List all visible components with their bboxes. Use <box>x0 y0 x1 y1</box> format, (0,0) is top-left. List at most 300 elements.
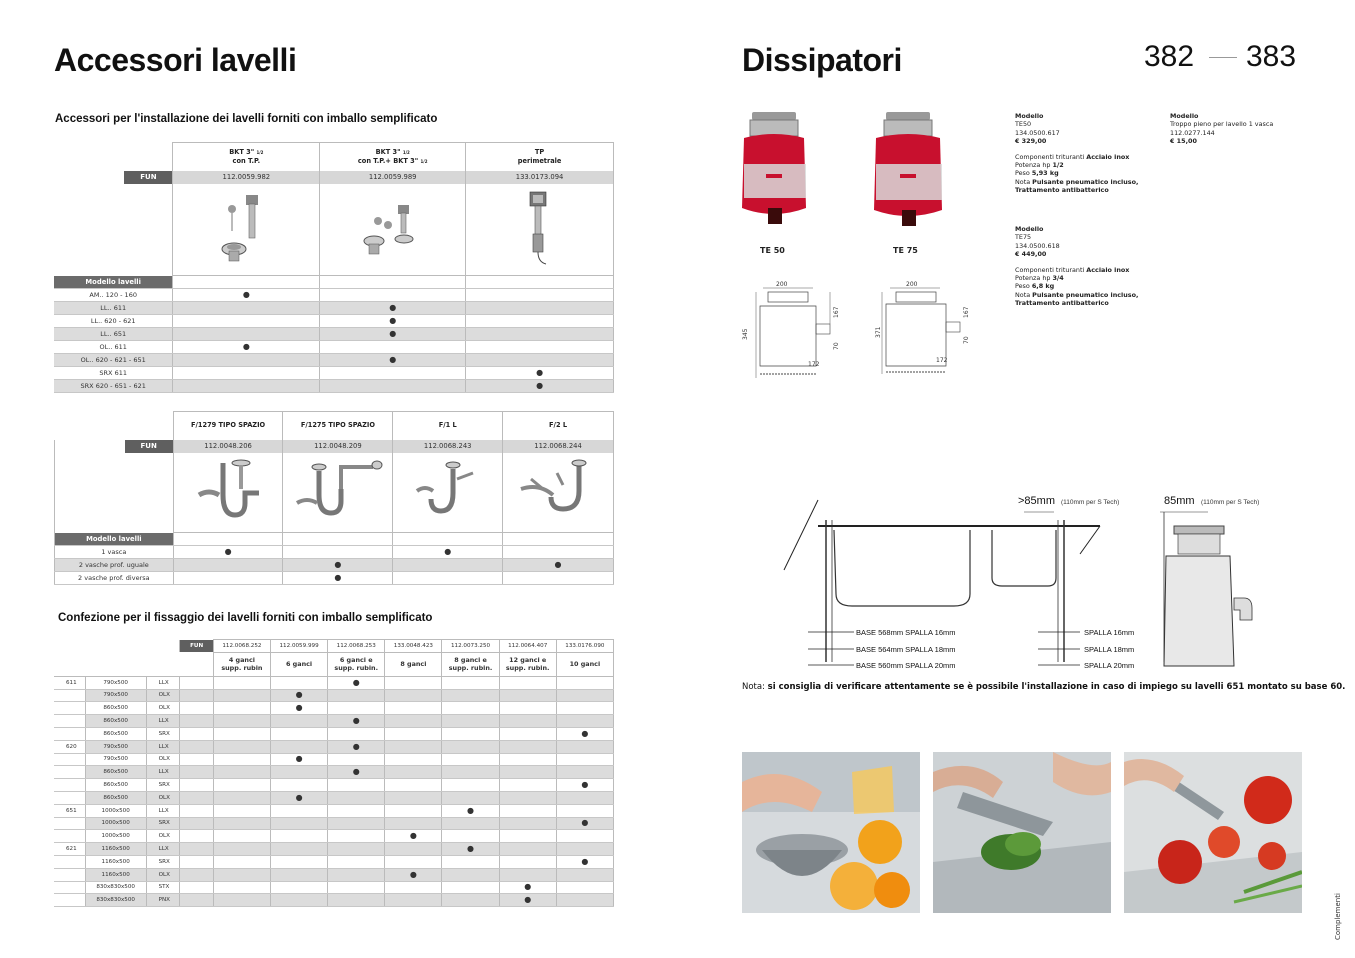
svg-text:BASE 560mm SPALLA 20mm: BASE 560mm SPALLA 20mm <box>856 661 956 670</box>
tp-perimetrale-image <box>466 184 614 276</box>
cell <box>213 715 270 728</box>
sink-type: SRX <box>146 855 180 868</box>
cell <box>328 702 385 715</box>
siphon-image <box>173 453 283 533</box>
cell <box>499 702 556 715</box>
cell <box>466 380 614 393</box>
code-cell: 112.0059.999 <box>270 640 327 653</box>
installation-diagram <box>780 490 1320 670</box>
sink-group <box>54 894 85 907</box>
sink-type: LLX <box>146 715 180 728</box>
sink-group <box>54 753 85 766</box>
table-row <box>54 727 614 740</box>
svg-text:200: 200 <box>906 281 918 288</box>
cell <box>556 817 613 830</box>
te75-specs: Modello TE75 134.0500.618 € 449,00 Componenti trituranti Acciaio inox Potenza hp 3/4 Peso 6,8 kg Nota Pulsante pneumatico incluso, Trattamento antibatterico <box>1015 225 1139 308</box>
cell <box>385 689 442 702</box>
cell <box>213 894 270 907</box>
model-label: Modello lavelli <box>55 533 174 546</box>
svg-text:(110mm per S Tech): (110mm per S Tech) <box>1061 499 1120 506</box>
sink-group <box>54 766 85 779</box>
sink-size: 860x500 <box>85 702 146 715</box>
cell <box>320 328 466 341</box>
sink-type: OLX <box>146 753 180 766</box>
table3-subtitle: Confezione per il fissaggio dei lavelli forniti con imballo semplificato <box>58 612 433 624</box>
svg-text:167: 167 <box>963 306 970 318</box>
cell <box>328 676 385 689</box>
check-dot: ● <box>352 716 360 726</box>
check-dot: ● <box>524 882 532 892</box>
cell <box>283 559 393 572</box>
cell <box>328 804 385 817</box>
cell <box>328 830 385 843</box>
sink-type: OLX <box>146 868 180 881</box>
cell <box>270 791 327 804</box>
col-header: 10 ganci <box>556 652 613 676</box>
svg-text:167: 167 <box>833 306 840 318</box>
cell <box>442 766 499 779</box>
svg-text:200: 200 <box>776 281 788 288</box>
fun-label: FUN <box>180 640 213 653</box>
code-cell: 112.0068.253 <box>328 640 385 653</box>
cell <box>385 843 442 856</box>
te50-specs: Modello TE50 134.0500.617 € 329,00 Componenti trituranti Acciaio inox Potenza hp 1/2 Peso 5,93 kg Nota Pulsante pneumatico incluso, Trattamento antibatterico <box>1015 112 1139 195</box>
cell <box>270 676 327 689</box>
cell <box>385 868 442 881</box>
check-dot: ● <box>467 805 475 815</box>
cell <box>385 894 442 907</box>
cell <box>270 894 327 907</box>
cell <box>442 868 499 881</box>
cell <box>270 779 327 792</box>
cell <box>385 753 442 766</box>
table-row <box>54 868 614 881</box>
cell <box>213 804 270 817</box>
cell <box>173 367 320 380</box>
model-name: SRX 620 - 651 - 621 <box>54 380 173 393</box>
svg-text:70: 70 <box>833 342 840 350</box>
cell <box>393 572 503 585</box>
cell <box>442 894 499 907</box>
cell <box>499 868 556 881</box>
cell <box>499 830 556 843</box>
cell <box>385 779 442 792</box>
model-name: AM.. 120 - 160 <box>54 289 173 302</box>
orange-juicer-photo <box>742 752 920 913</box>
cell <box>213 791 270 804</box>
cell <box>213 855 270 868</box>
svg-text:172: 172 <box>808 361 820 368</box>
model-name: LL.. 651 <box>54 328 173 341</box>
cell <box>503 559 614 572</box>
cell <box>328 843 385 856</box>
svg-text:>85mm: >85mm <box>1018 495 1055 507</box>
cell <box>466 367 614 380</box>
cell <box>173 559 283 572</box>
cell <box>499 689 556 702</box>
col-header: 4 ganci supp. rubin <box>213 652 270 676</box>
code-cell: 112.0048.206 <box>173 440 283 453</box>
cell <box>556 804 613 817</box>
cell <box>393 546 503 559</box>
accessories-table <box>54 142 614 393</box>
te75-label: TE 75 <box>893 246 918 255</box>
check-dot: ● <box>295 792 303 802</box>
siphon-table <box>54 411 614 585</box>
te75-product-image <box>870 108 946 232</box>
col-header-f1l: F/1 L <box>393 412 503 440</box>
sink-type: OLX <box>146 791 180 804</box>
svg-text:BASE 568mm SPALLA 16mm: BASE 568mm SPALLA 16mm <box>856 628 956 637</box>
cell <box>466 315 614 328</box>
check-dot: ● <box>242 342 250 351</box>
cell <box>283 572 393 585</box>
cell <box>328 817 385 830</box>
sink-size: 790x500 <box>85 740 146 753</box>
model-name: 2 vasche prof. uguale <box>55 559 174 572</box>
cell <box>213 779 270 792</box>
table-row <box>54 354 614 367</box>
sink-type: STX <box>146 881 180 894</box>
sink-size: 1160x500 <box>85 855 146 868</box>
check-dot: ● <box>581 728 589 738</box>
col-header: 8 ganci e supp. rubin. <box>442 652 499 676</box>
sink-size: 1160x500 <box>85 868 146 881</box>
table-row <box>54 341 614 354</box>
check-dot: ● <box>409 831 417 841</box>
cell <box>270 753 327 766</box>
col-header-f1275: F/1275 TIPO SPAZIO <box>283 412 393 440</box>
cell <box>328 855 385 868</box>
table-row <box>54 779 614 792</box>
cell <box>328 894 385 907</box>
left-page-title: Accessori lavelli <box>54 42 297 78</box>
svg-text:SPALLA 18mm: SPALLA 18mm <box>1084 645 1135 654</box>
cell <box>499 817 556 830</box>
model-name: OL.. 620 - 621 - 651 <box>54 354 173 367</box>
cell <box>328 715 385 728</box>
table-row <box>54 740 614 753</box>
check-dot: ● <box>242 290 250 299</box>
svg-text:371: 371 <box>875 326 882 338</box>
model-name: 1 vasca <box>55 546 174 559</box>
cell <box>442 727 499 740</box>
check-dot: ● <box>389 316 397 325</box>
cell <box>556 715 613 728</box>
col-header-bkt-tp: BKT 3" 1/2 con T.P. <box>173 143 320 171</box>
check-dot: ● <box>409 869 417 879</box>
svg-text:BASE 564mm SPALLA 18mm: BASE 564mm SPALLA 18mm <box>856 645 956 654</box>
cell <box>499 753 556 766</box>
cell <box>499 676 556 689</box>
siphon-image <box>283 453 393 533</box>
cell <box>213 843 270 856</box>
sink-group <box>54 727 85 740</box>
check-dot: ● <box>524 895 532 905</box>
table-row <box>54 817 614 830</box>
sink-type: LLX <box>146 740 180 753</box>
cell <box>270 804 327 817</box>
check-dot: ● <box>295 690 303 700</box>
cell <box>556 843 613 856</box>
check-dot: ● <box>295 754 303 764</box>
table-row <box>54 702 614 715</box>
cell <box>442 817 499 830</box>
code-cell: 133.0048.423 <box>385 640 442 653</box>
section-side-label: Complementi <box>1334 893 1342 940</box>
sink-size: 1000x500 <box>85 817 146 830</box>
check-dot: ● <box>536 368 544 377</box>
cell <box>499 740 556 753</box>
cell <box>385 817 442 830</box>
sink-group: 611 <box>54 676 85 689</box>
sink-type: OLX <box>146 830 180 843</box>
cell <box>270 715 327 728</box>
sink-type: OLX <box>146 689 180 702</box>
page-number-left: 382 <box>1144 40 1195 73</box>
sink-group: 651 <box>54 804 85 817</box>
code-cell: 112.0059.989 <box>320 171 466 184</box>
cell <box>442 702 499 715</box>
cell <box>556 855 613 868</box>
cell <box>213 740 270 753</box>
cell <box>499 779 556 792</box>
installation-note: Nota: si consiglia di verificare attentamente se è possibile l'installazione in caso di impiego su lavelli 651 montato su base 60. <box>742 682 1346 692</box>
sink-type: LLX <box>146 804 180 817</box>
check-dot: ● <box>554 560 562 569</box>
bkt-tp-image <box>173 184 320 276</box>
cell <box>320 341 466 354</box>
cell <box>173 289 320 302</box>
sink-size: 860x500 <box>85 791 146 804</box>
check-dot: ● <box>467 844 475 854</box>
col-header-bkt-bkt: BKT 3" 1/2 con T.P.+ BKT 3" 1/2 <box>320 143 466 171</box>
col-header-f1279: F/1279 TIPO SPAZIO <box>173 412 283 440</box>
cell <box>270 830 327 843</box>
cell <box>173 380 320 393</box>
cell <box>270 766 327 779</box>
sink-group <box>54 868 85 881</box>
sink-size: 790x500 <box>85 676 146 689</box>
model-name: LL.. 620 - 621 <box>54 315 173 328</box>
cell <box>328 740 385 753</box>
te75-technical-drawing <box>870 280 980 384</box>
table-row <box>54 328 614 341</box>
cell <box>320 380 466 393</box>
cell <box>173 315 320 328</box>
cell <box>385 804 442 817</box>
cell <box>213 830 270 843</box>
cell <box>173 546 283 559</box>
fun-label: FUN <box>125 440 173 453</box>
check-dot: ● <box>334 573 342 582</box>
cell <box>442 855 499 868</box>
sink-group <box>54 702 85 715</box>
fixing-kit-table <box>54 639 614 907</box>
cell <box>213 868 270 881</box>
cell <box>385 855 442 868</box>
cell <box>556 894 613 907</box>
cell <box>270 740 327 753</box>
cell <box>556 702 613 715</box>
cell <box>499 855 556 868</box>
sink-group: 621 <box>54 843 85 856</box>
sink-group <box>54 855 85 868</box>
cell <box>270 855 327 868</box>
siphon-image <box>393 453 503 533</box>
table-row <box>55 572 614 585</box>
cell <box>466 302 614 315</box>
cell <box>320 367 466 380</box>
te50-technical-drawing <box>738 280 848 384</box>
sink-size: 860x500 <box>85 715 146 728</box>
check-dot: ● <box>295 703 303 713</box>
cell <box>442 830 499 843</box>
model-name: OL.. 611 <box>54 341 173 354</box>
check-dot: ● <box>352 677 360 687</box>
cell <box>213 766 270 779</box>
cell <box>328 727 385 740</box>
cell <box>385 791 442 804</box>
sink-type: SRX <box>146 817 180 830</box>
table-row <box>54 289 614 302</box>
table-row <box>55 559 614 572</box>
cell <box>385 740 442 753</box>
cell <box>503 572 614 585</box>
sink-type: LLX <box>146 843 180 856</box>
te50-label: TE 50 <box>760 246 785 255</box>
code-cell: 112.0073.250 <box>442 640 499 653</box>
cell <box>213 689 270 702</box>
svg-text:SPALLA 20mm: SPALLA 20mm <box>1084 661 1135 670</box>
fun-label: FUN <box>124 171 172 184</box>
table-row <box>54 315 614 328</box>
table-row <box>54 881 614 894</box>
sink-size: 790x500 <box>85 689 146 702</box>
cell <box>466 289 614 302</box>
table-row <box>54 715 614 728</box>
cell <box>213 702 270 715</box>
sink-group <box>54 689 85 702</box>
check-dot: ● <box>444 547 452 556</box>
table-row <box>54 676 614 689</box>
col-header: 12 ganci e supp. rubin. <box>499 652 556 676</box>
cell <box>556 791 613 804</box>
cell <box>442 753 499 766</box>
sink-group <box>54 779 85 792</box>
code-cell: 112.0068.252 <box>213 640 270 653</box>
code-cell: 133.0173.094 <box>466 171 614 184</box>
sink-group <box>54 715 85 728</box>
table-row <box>54 380 614 393</box>
cell <box>385 676 442 689</box>
cell <box>466 354 614 367</box>
svg-text:SPALLA 16mm: SPALLA 16mm <box>1084 628 1135 637</box>
sink-type: SRX <box>146 727 180 740</box>
table-row <box>55 546 614 559</box>
cell <box>270 868 327 881</box>
cell <box>466 341 614 354</box>
cell <box>270 689 327 702</box>
model-name: LL.. 611 <box>54 302 173 315</box>
code-cell: 133.0176.090 <box>556 640 613 653</box>
table1-subtitle: Accessori per l'installazione dei lavelli forniti con imballo semplificato <box>55 113 438 125</box>
code-cell: 112.0068.243 <box>393 440 503 453</box>
table-row <box>54 791 614 804</box>
cell <box>328 689 385 702</box>
cell <box>393 559 503 572</box>
col-header: 6 ganci <box>270 652 327 676</box>
cell <box>385 830 442 843</box>
cell <box>442 779 499 792</box>
sink-group: 620 <box>54 740 85 753</box>
table-row <box>54 855 614 868</box>
cell <box>385 715 442 728</box>
cell <box>442 676 499 689</box>
cell <box>270 702 327 715</box>
cell <box>320 302 466 315</box>
cell <box>328 881 385 894</box>
cell <box>328 791 385 804</box>
cell <box>499 881 556 894</box>
cell <box>385 766 442 779</box>
code-cell: 112.0064.407 <box>499 640 556 653</box>
col-header: 6 ganci e supp. rubin. <box>328 652 385 676</box>
svg-text:(110mm per S Tech): (110mm per S Tech) <box>1201 499 1260 506</box>
check-dot: ● <box>352 741 360 751</box>
check-dot: ● <box>389 329 397 338</box>
cell <box>556 727 613 740</box>
sink-group <box>54 817 85 830</box>
check-dot: ● <box>334 560 342 569</box>
cell <box>556 881 613 894</box>
cell <box>213 881 270 894</box>
cell <box>270 881 327 894</box>
cell <box>320 289 466 302</box>
check-dot: ● <box>581 780 589 790</box>
cell <box>556 740 613 753</box>
table-row <box>54 689 614 702</box>
sink-size: 860x500 <box>85 779 146 792</box>
svg-text:85mm: 85mm <box>1164 495 1195 507</box>
cell <box>385 881 442 894</box>
cell <box>442 881 499 894</box>
cell <box>173 341 320 354</box>
cell <box>328 766 385 779</box>
sink-size: 830x830x500 <box>85 881 146 894</box>
te50-product-image <box>736 108 812 230</box>
cell <box>556 676 613 689</box>
tomato-cutting-photo <box>1124 752 1302 913</box>
code-cell: 112.0068.244 <box>503 440 614 453</box>
sink-size: 1000x500 <box>85 830 146 843</box>
sink-group <box>54 881 85 894</box>
siphon-image <box>503 453 614 533</box>
check-dot: ● <box>352 767 360 777</box>
check-dot: ● <box>224 547 232 556</box>
sink-size: 860x500 <box>85 766 146 779</box>
table-row <box>54 766 614 779</box>
check-dot: ● <box>389 303 397 312</box>
svg-text:345: 345 <box>742 328 749 340</box>
cell <box>385 727 442 740</box>
table-row <box>54 843 614 856</box>
cell <box>466 328 614 341</box>
sink-group <box>54 791 85 804</box>
sink-group <box>54 830 85 843</box>
cell <box>499 766 556 779</box>
cell <box>328 753 385 766</box>
